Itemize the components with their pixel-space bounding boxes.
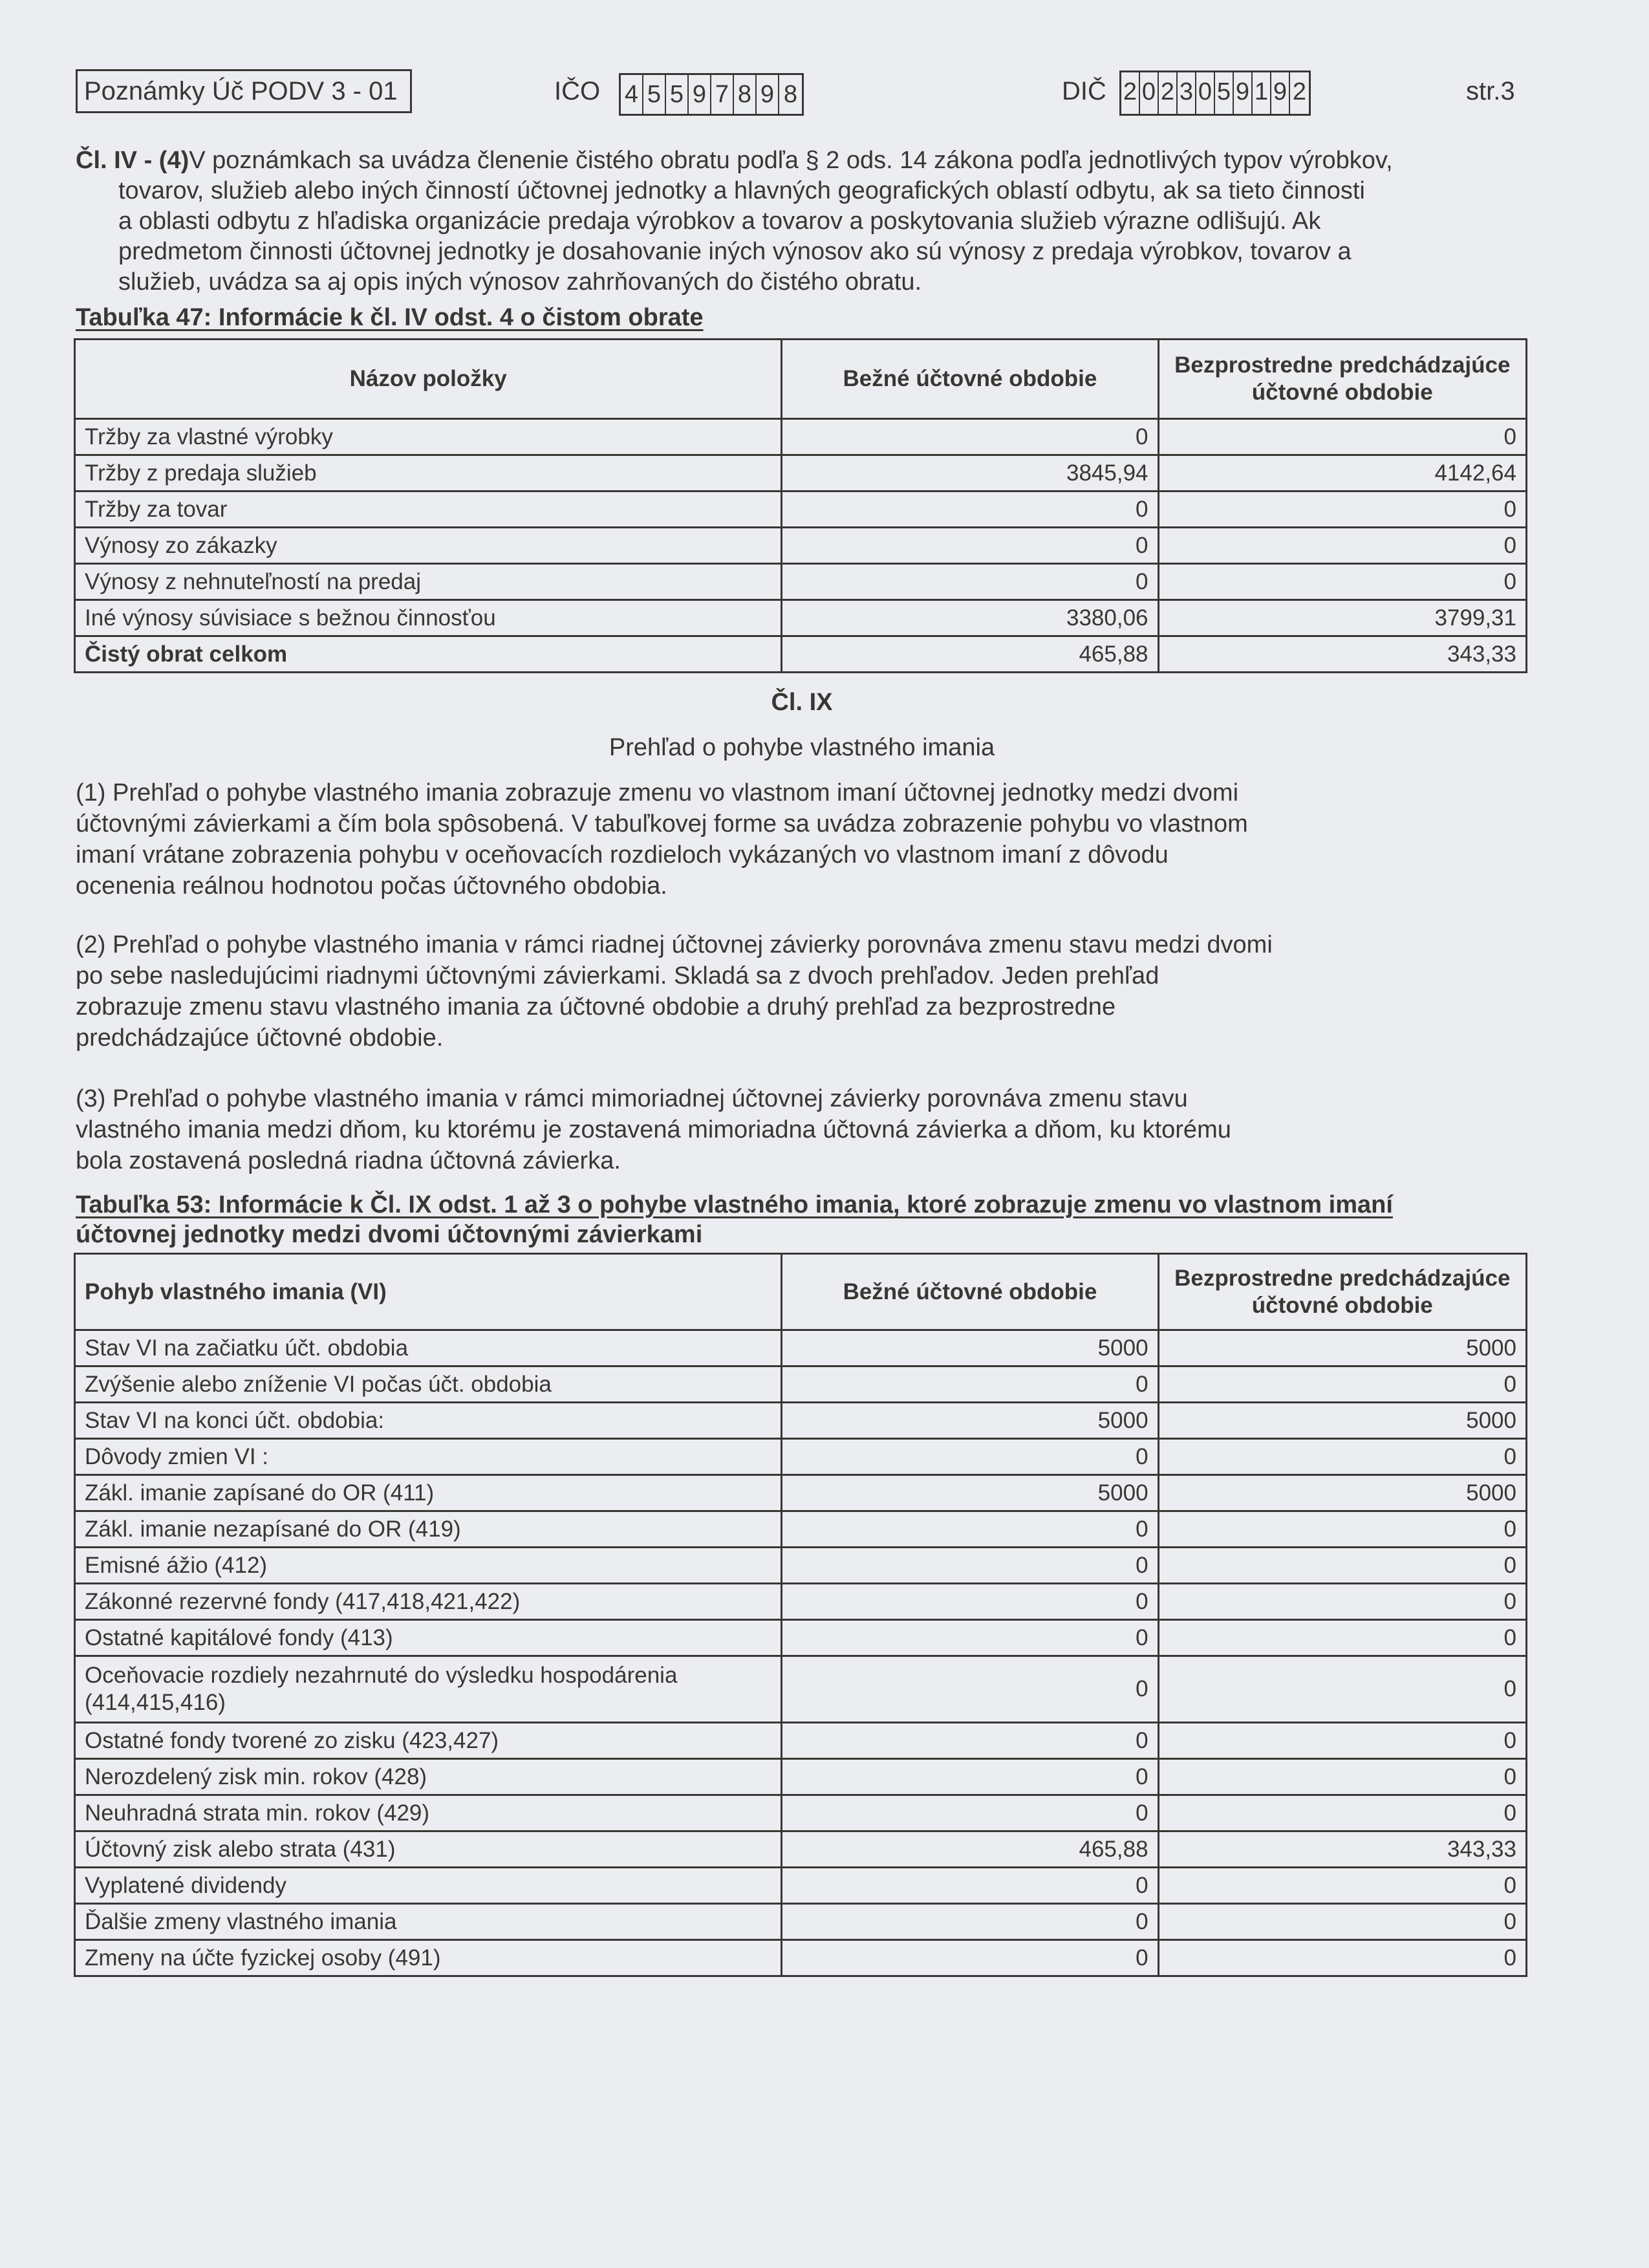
- cell-current-period: 465,88: [782, 636, 1158, 673]
- paragraph-line: vlastného imania medzi dňom, ku ktorému je zostavená mimoriadna účtovná závierka a dňom, ku ktorému: [76, 1116, 1231, 1143]
- dic-digit: 1: [1253, 72, 1271, 114]
- ico-digit: 7: [711, 75, 734, 114]
- article-9-paragraph-1: [76, 777, 1531, 902]
- row-label: Ďalšie zmeny vlastného imania: [75, 1904, 782, 1940]
- article-4-lead: Čl. IV - (4): [76, 147, 189, 174]
- ico-digit: 5: [666, 75, 689, 114]
- table-row: [75, 1723, 1527, 1759]
- cell-previous-period: 0: [1158, 1723, 1526, 1759]
- table-53-caption: [76, 1190, 1563, 1249]
- cell-previous-period: 0: [1158, 1620, 1526, 1656]
- table-header-row: [75, 1254, 1527, 1330]
- cell-previous-period: 0: [1158, 1795, 1526, 1831]
- column-header-previous: Bezprostredne predchádzajúce účtovné obdobie: [1158, 1254, 1526, 1330]
- row-label: Iné výnosy súvisiace s bežnou činnosťou: [75, 600, 782, 636]
- cell-current-period: 0: [782, 1656, 1158, 1723]
- page-header: [76, 69, 1649, 113]
- ico-digit: 8: [783, 81, 798, 108]
- intro-line: predmetom činnosti účtovnej jednotky je dosahovanie iných výnosov ako sú výnosy z predaja výrobkov, tovarov a: [118, 238, 1352, 265]
- row-label: Zvýšenie alebo zníženie VI počas účt. obdobia: [75, 1366, 782, 1403]
- row-label: Tržby z predaja služieb: [75, 455, 782, 491]
- table-row: [75, 1511, 1527, 1548]
- table-row: [75, 1868, 1527, 1904]
- cell-current-period: 0: [782, 1584, 1158, 1620]
- column-header-current: Bežné účtovné obdobie: [782, 1254, 1158, 1330]
- table-47-net-turnover: [74, 338, 1527, 673]
- paragraph-line: (2) Prehľad o pohybe vlastného imania v rámci riadnej účtovnej závierky porovnáva zmenu stavu medzi dvomi: [76, 931, 1273, 958]
- ico-label: IČO: [554, 77, 601, 105]
- cell-current-period: 0: [782, 564, 1158, 600]
- cell-previous-period: 0: [1158, 491, 1526, 528]
- dic-digit: 9: [1271, 72, 1290, 114]
- ico-digit-boxes: [619, 73, 804, 116]
- dic-digit: 2: [1159, 72, 1178, 114]
- dic-digit: 3: [1178, 72, 1196, 114]
- row-label: Čistý obrat celkom: [75, 636, 782, 673]
- row-label: Oceňovacie rozdiely nezahrnuté do výsledku hospodárenia (414,415,416): [75, 1656, 782, 1723]
- row-label: Dôvody zmien VI :: [75, 1439, 782, 1475]
- table-row: [75, 1584, 1527, 1620]
- cell-previous-period: 3799,31: [1158, 600, 1526, 636]
- cell-previous-period: 0: [1158, 1904, 1526, 1940]
- cell-previous-period: 0: [1158, 528, 1526, 564]
- cell-current-period: 465,88: [782, 1831, 1158, 1868]
- ico-digit: 9: [757, 75, 779, 114]
- cell-current-period: 5000: [782, 1330, 1158, 1366]
- cell-previous-period: 5000: [1158, 1403, 1526, 1439]
- intro-line: tovarov, služieb alebo iných činností účtovnej jednotky a hlavných geografických oblastí odbytu, ak sa tieto činnosti: [118, 177, 1365, 204]
- intro-line: služieb, uvádza sa aj opis iných výnosov zahrňovaných do čistého obratu.: [118, 268, 922, 296]
- cell-previous-period: 0: [1158, 1656, 1526, 1723]
- ico-digit: 8: [734, 75, 757, 114]
- cell-previous-period: 5000: [1158, 1330, 1526, 1366]
- dic-digit: 0: [1140, 72, 1159, 114]
- cell-previous-period: 0: [1158, 419, 1526, 455]
- column-header-item: Pohyb vlastného imania (VI): [75, 1254, 782, 1330]
- row-label: Zákl. imanie zapísané do OR (411): [75, 1475, 782, 1511]
- cell-current-period: 5000: [782, 1475, 1158, 1511]
- table-row: [75, 1439, 1527, 1475]
- row-label: Neuhradná strata min. rokov (429): [75, 1795, 782, 1831]
- cell-current-period: 0: [782, 1868, 1158, 1904]
- table-row: [75, 1656, 1527, 1723]
- cell-previous-period: 0: [1158, 1868, 1526, 1904]
- table-row: [75, 491, 1527, 528]
- page-number: str.3: [1466, 77, 1515, 105]
- row-label: Tržby za tovar: [75, 491, 782, 528]
- article-4-intro: [76, 146, 1557, 297]
- article-9-paragraph-3: [76, 1083, 1531, 1176]
- cell-current-period: 0: [782, 1366, 1158, 1403]
- cell-current-period: 0: [782, 1940, 1158, 1976]
- paragraph-line: ocenenia reálnou hodnotou počas účtovného obdobia.: [76, 872, 667, 900]
- row-label: Tržby za vlastné výrobky: [75, 419, 782, 455]
- cell-previous-period: 0: [1158, 564, 1526, 600]
- row-label: Výnosy z nehnuteľností na predaj: [75, 564, 782, 600]
- table-row: [75, 636, 1527, 673]
- dic-label: DIČ: [1062, 77, 1106, 105]
- row-label: Vyplatené dividendy: [75, 1868, 782, 1904]
- table-53-equity-movement: [74, 1253, 1527, 1977]
- cell-current-period: 3380,06: [782, 600, 1158, 636]
- table-row: [75, 1831, 1527, 1868]
- paragraph-line: účtovnými závierkami a čím bola spôsobená. V tabuľkovej forme sa uvádza zobrazenie pohybu vo vlastnom: [76, 810, 1248, 837]
- column-header-previous: Bezprostredne predchádzajúce účtovné obdobie: [1158, 340, 1526, 419]
- cell-previous-period: 0: [1158, 1584, 1526, 1620]
- row-label: Zákonné rezervné fondy (417,418,421,422): [75, 1584, 782, 1620]
- row-label: Zákl. imanie nezapísané do OR (419): [75, 1511, 782, 1548]
- ico-digit: 5: [643, 75, 666, 114]
- dic-digit-boxes: [1119, 70, 1311, 116]
- paragraph-line: (1) Prehľad o pohybe vlastného imania zobrazuje zmenu vo vlastnom imaní účtovnej jednotky medzi dvomi: [76, 779, 1239, 806]
- table-row: [75, 419, 1527, 455]
- caption-line: Tabuľka 53: Informácie k Čl. IX odst. 1 až 3 o pohybe vlastného imania, ktoré zobrazuje zmenu vo vlastnom imaní: [76, 1191, 1393, 1218]
- table-row: [75, 600, 1527, 636]
- dic-digit: 2: [1292, 78, 1307, 105]
- cell-previous-period: 4142,64: [1158, 455, 1526, 491]
- cell-previous-period: 0: [1158, 1759, 1526, 1795]
- table-row: [75, 1795, 1527, 1831]
- cell-current-period: 0: [782, 1511, 1158, 1548]
- paragraph-line: imaní vrátane zobrazenia pohybu v oceňovacích rozdieloch vykázaných vo vlastnom imaní z dôvodu: [76, 841, 1169, 869]
- table-row: [75, 1330, 1527, 1366]
- table-row: [75, 1940, 1527, 1976]
- cell-previous-period: 0: [1158, 1548, 1526, 1584]
- table-row: [75, 1366, 1527, 1403]
- intro-line: [76, 146, 1557, 176]
- row-label: Výnosy zo zákazky: [75, 528, 782, 564]
- ico-digit: 4: [621, 75, 643, 114]
- cell-current-period: 0: [782, 1439, 1158, 1475]
- cell-current-period: 0: [782, 1723, 1158, 1759]
- row-label: Emisné ážio (412): [75, 1548, 782, 1584]
- table-row: [75, 1904, 1527, 1940]
- row-label: Ostatné kapitálové fondy (413): [75, 1620, 782, 1656]
- dic-digit: 9: [1234, 72, 1253, 114]
- caption-line: účtovnej jednotky medzi dvomi účtovnými závierkami: [76, 1221, 703, 1248]
- column-header-current: Bežné účtovné obdobie: [782, 340, 1158, 419]
- table-47-caption: Tabuľka 47: Informácie k čl. IV odst. 4 o čistom obrate: [76, 304, 704, 331]
- cell-previous-period: 0: [1158, 1940, 1526, 1976]
- table-row: [75, 1475, 1527, 1511]
- dic-digit: 5: [1215, 72, 1234, 114]
- paragraph-line: (3) Prehľad o pohybe vlastného imania v rámci mimoriadnej účtovnej závierky porovnáva zmenu stavu: [76, 1085, 1188, 1112]
- paragraph-line: predchádzajúce účtovné obdobie.: [76, 1024, 444, 1052]
- table-row: [75, 1548, 1527, 1584]
- paragraph-line: bola zostavená posledná riadna účtovná závierka.: [76, 1147, 621, 1174]
- cell-previous-period: 343,33: [1158, 636, 1526, 673]
- table-row: [75, 528, 1527, 564]
- row-label: Účtovný zisk alebo strata (431): [75, 1831, 782, 1868]
- cell-current-period: 0: [782, 1548, 1158, 1584]
- intro-line: a oblasti odbytu z hľadiska organizácie predaja výrobkov a tovarov a poskytovania služieb výrazne odlišujú. Ak: [118, 208, 1321, 235]
- cell-current-period: 5000: [782, 1403, 1158, 1439]
- cell-current-period: 0: [782, 419, 1158, 455]
- cell-current-period: 0: [782, 1904, 1158, 1940]
- table-row: [75, 1759, 1527, 1795]
- table-row: [75, 1403, 1527, 1439]
- column-header-item: Názov položky: [75, 340, 782, 419]
- table-header-row: [75, 340, 1527, 419]
- cell-current-period: 0: [782, 1795, 1158, 1831]
- row-label: Nerozdelený zisk min. rokov (428): [75, 1759, 782, 1795]
- dic-digit: 0: [1196, 72, 1215, 114]
- cell-current-period: 0: [782, 528, 1158, 564]
- article-9-paragraph-2: [76, 929, 1531, 1053]
- row-label: Zmeny na účte fyzickej osoby (491): [75, 1940, 782, 1976]
- row-label: Stav VI na začiatku účt. obdobia: [75, 1330, 782, 1366]
- ico-digit: 9: [689, 75, 711, 114]
- form-code: Poznámky Úč PODV 3 - 01: [76, 69, 412, 113]
- article-9-heading: Čl. IX: [771, 689, 833, 716]
- intro-line-text: V poznámkach sa uvádza členenie čistého obratu podľa § 2 ods. 14 zákona podľa jednotlivých typov výrobkov,: [189, 147, 1393, 174]
- cell-previous-period: 0: [1158, 1366, 1526, 1403]
- cell-previous-period: 0: [1158, 1511, 1526, 1548]
- dic-digit: 2: [1121, 72, 1140, 114]
- article-9-subheading: Prehľad o pohybe vlastného imania: [609, 734, 995, 761]
- table-row: [75, 564, 1527, 600]
- paragraph-line: zobrazuje zmenu stavu vlastného imania za účtovné obdobie a druhý prehľad za bezprostredne: [76, 993, 1116, 1021]
- row-label: Ostatné fondy tvorené zo zisku (423,427): [75, 1723, 782, 1759]
- cell-current-period: 0: [782, 491, 1158, 528]
- cell-current-period: 3845,94: [782, 455, 1158, 491]
- row-label: Stav VI na konci účt. obdobia:: [75, 1403, 782, 1439]
- cell-previous-period: 0: [1158, 1439, 1526, 1475]
- cell-current-period: 0: [782, 1620, 1158, 1656]
- table-row: [75, 455, 1527, 491]
- cell-previous-period: 343,33: [1158, 1831, 1526, 1868]
- cell-current-period: 0: [782, 1759, 1158, 1795]
- table-row: [75, 1620, 1527, 1656]
- cell-previous-period: 5000: [1158, 1475, 1526, 1511]
- paragraph-line: po sebe nasledujúcimi riadnymi účtovnými závierkami. Skladá sa z dvoch prehľadov. Jeden prehľad: [76, 962, 1159, 989]
